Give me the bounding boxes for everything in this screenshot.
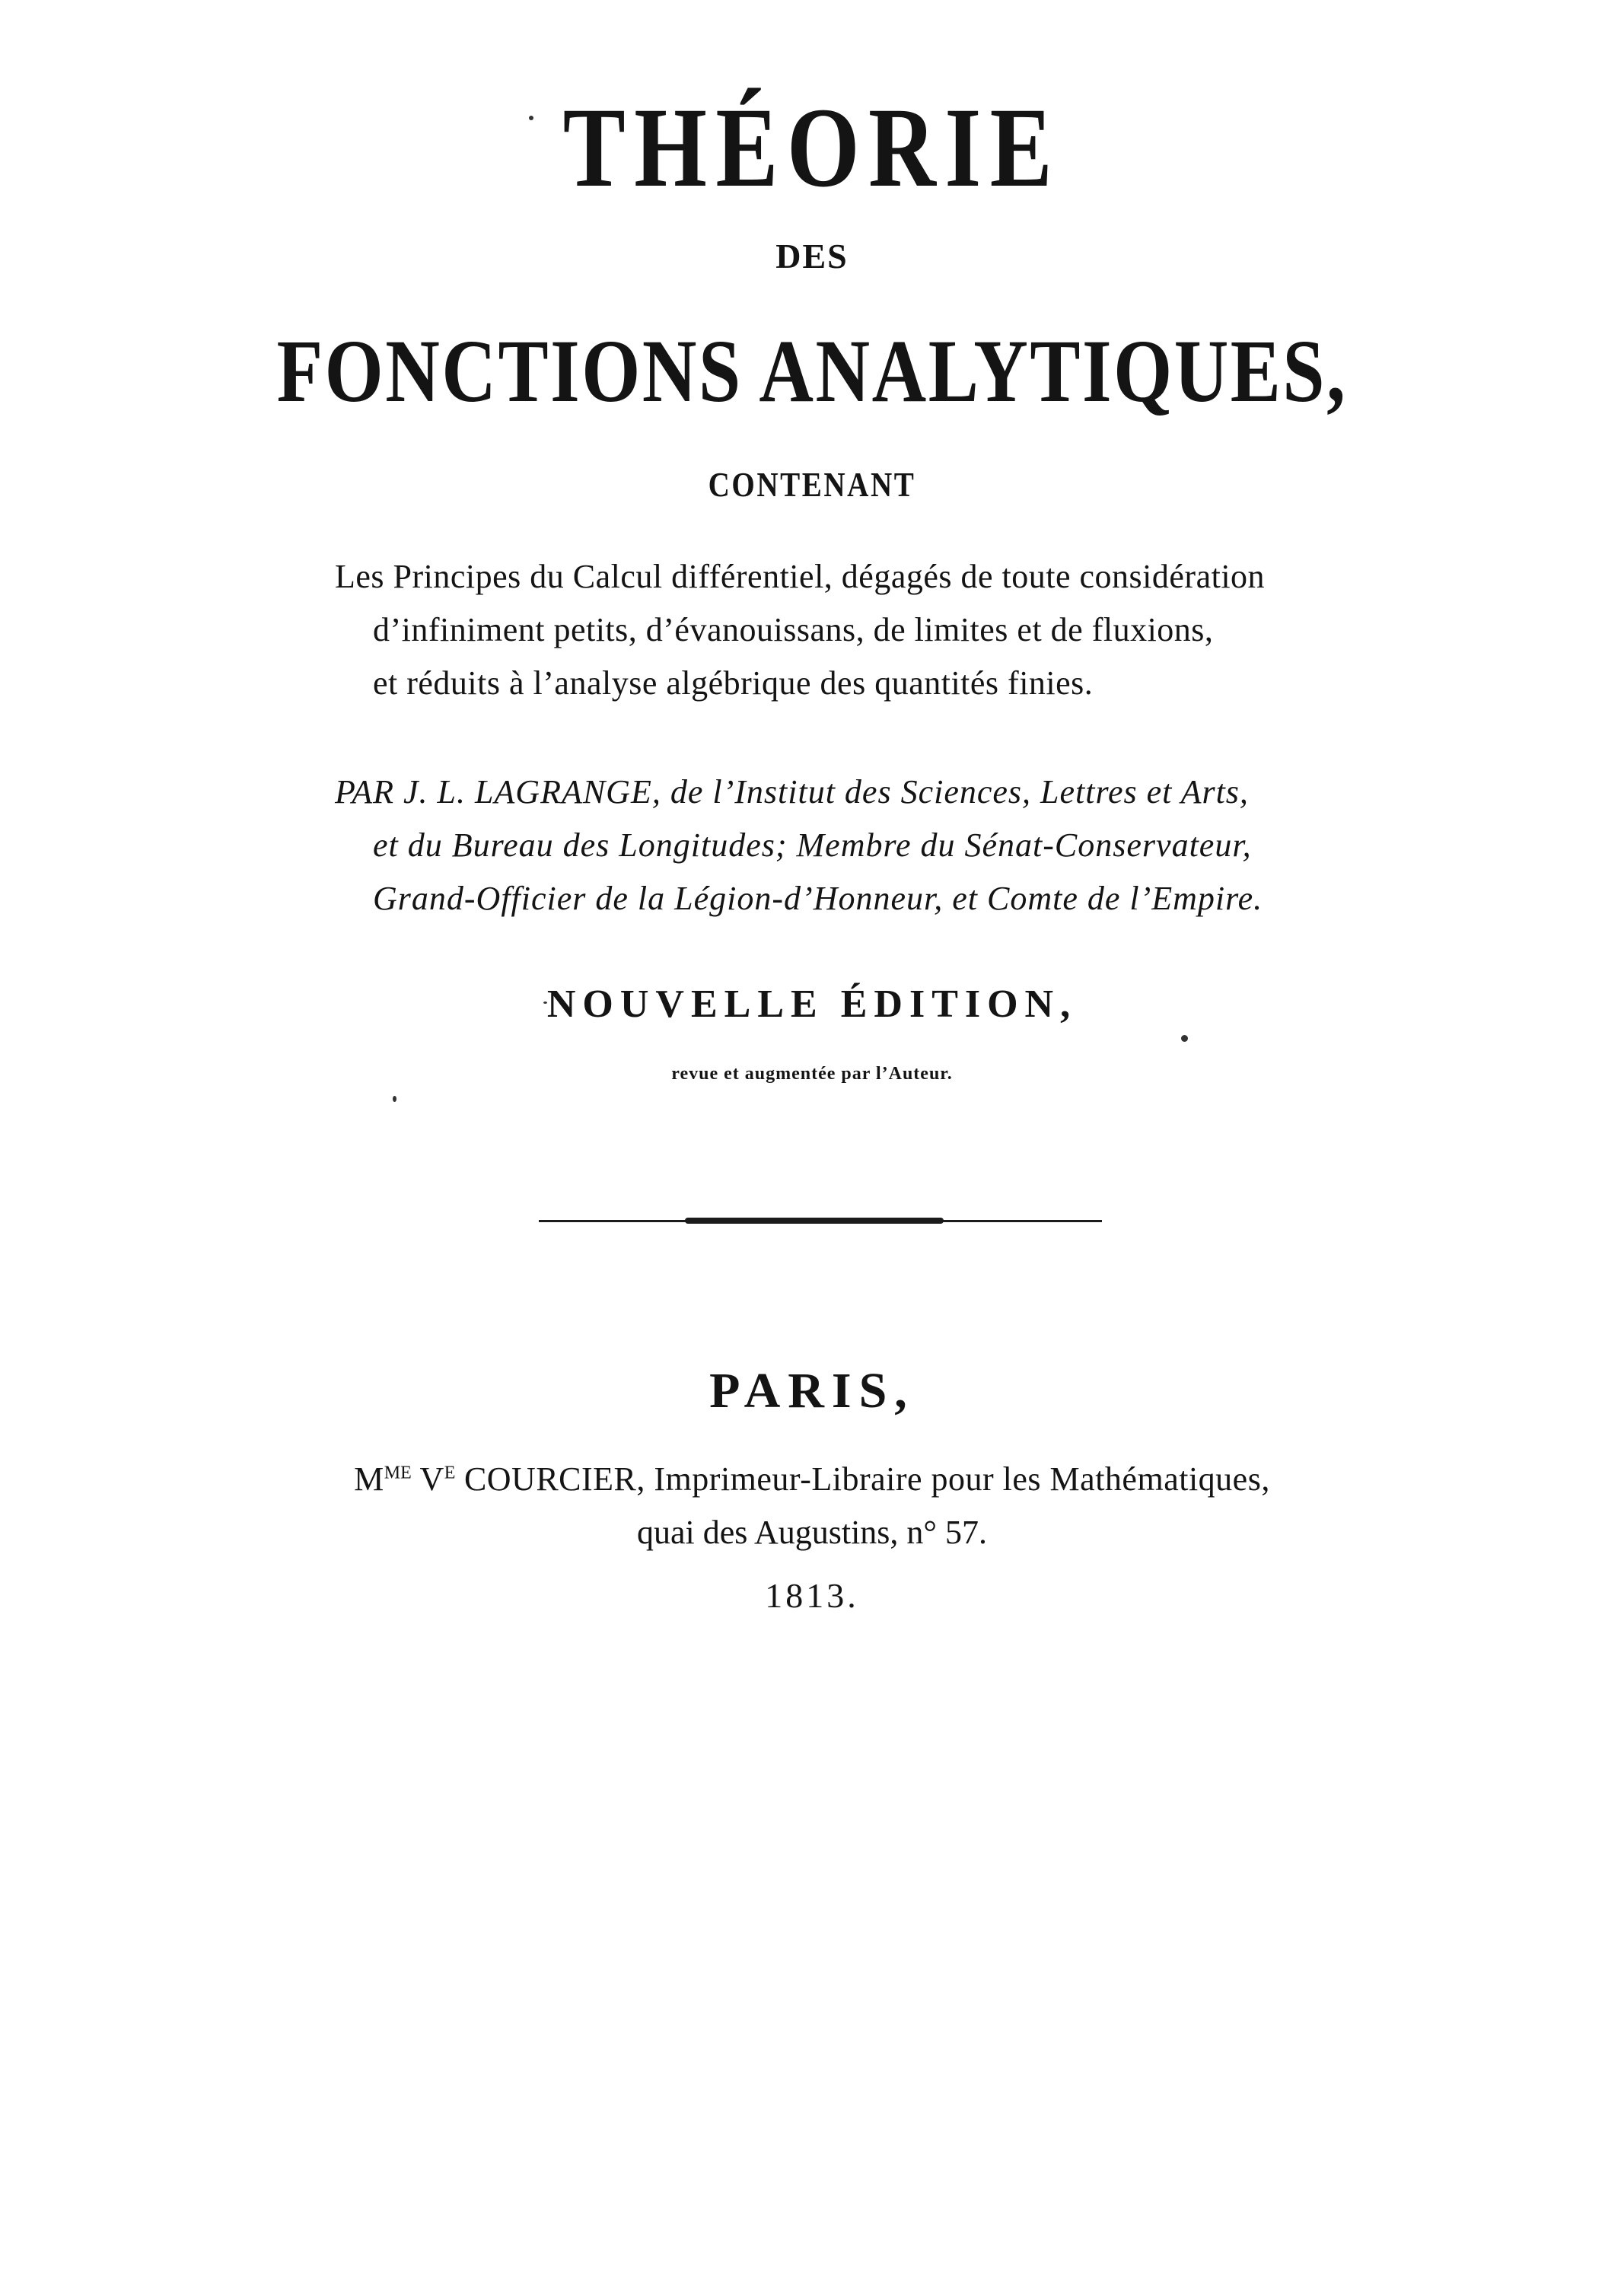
imprint-city: PARIS, [709, 1363, 915, 1419]
title-fonctions-analytiques: FONCTIONS ANALYTIQUES, [276, 321, 1348, 421]
author-line-3: Grand-Officier de la Légion-d’Honneur, et Comte de l’Empire. [373, 880, 1263, 917]
imprint-year: 1813. [765, 1576, 859, 1615]
publisher-prefix-m: M [354, 1460, 384, 1498]
contenant-heading: CONTENANT [708, 465, 916, 504]
description-line-2: d’infiniment petits, d’évanouissans, de limites et de fluxions, [373, 611, 1214, 648]
author-line-2: et du Bureau des Longitudes; Membre du Sénat-Conservateur, [373, 826, 1252, 864]
publisher-sup-me: ME [384, 1463, 412, 1483]
edition-heading: NOUVELLE ÉDITION, [546, 982, 1078, 1026]
print-speck [543, 1002, 547, 1004]
imprint-publisher [0, 1460, 1624, 1498]
horizontal-rule-swell [685, 1218, 944, 1224]
edition-note: revue et augmentée par l’Auteur. [671, 1064, 953, 1084]
description-line-1: Les Principes du Calcul différentiel, dégagés de toute considération [335, 558, 1266, 595]
publisher-sup-e: E [444, 1463, 456, 1483]
author-line-1: PAR J. L. LAGRANGE, de l’Institut des Sciences, Lettres et Arts, [335, 773, 1249, 810]
print-speck [529, 116, 533, 120]
publisher-prefix-v: V [411, 1460, 444, 1498]
print-speck [393, 1096, 396, 1102]
description-line-3: et réduits à l’analyse algébrique des quantités finies. [373, 664, 1094, 702]
title-des: DES [775, 237, 849, 275]
print-speck [1181, 1035, 1188, 1042]
imprint-address: quai des Augustins, n° 57. [636, 1514, 988, 1551]
title-theorie: THÉORIE [562, 84, 1062, 211]
publisher-name: COURCIER, Imprimeur-Libraire pour les Mathématiques, [455, 1460, 1270, 1498]
